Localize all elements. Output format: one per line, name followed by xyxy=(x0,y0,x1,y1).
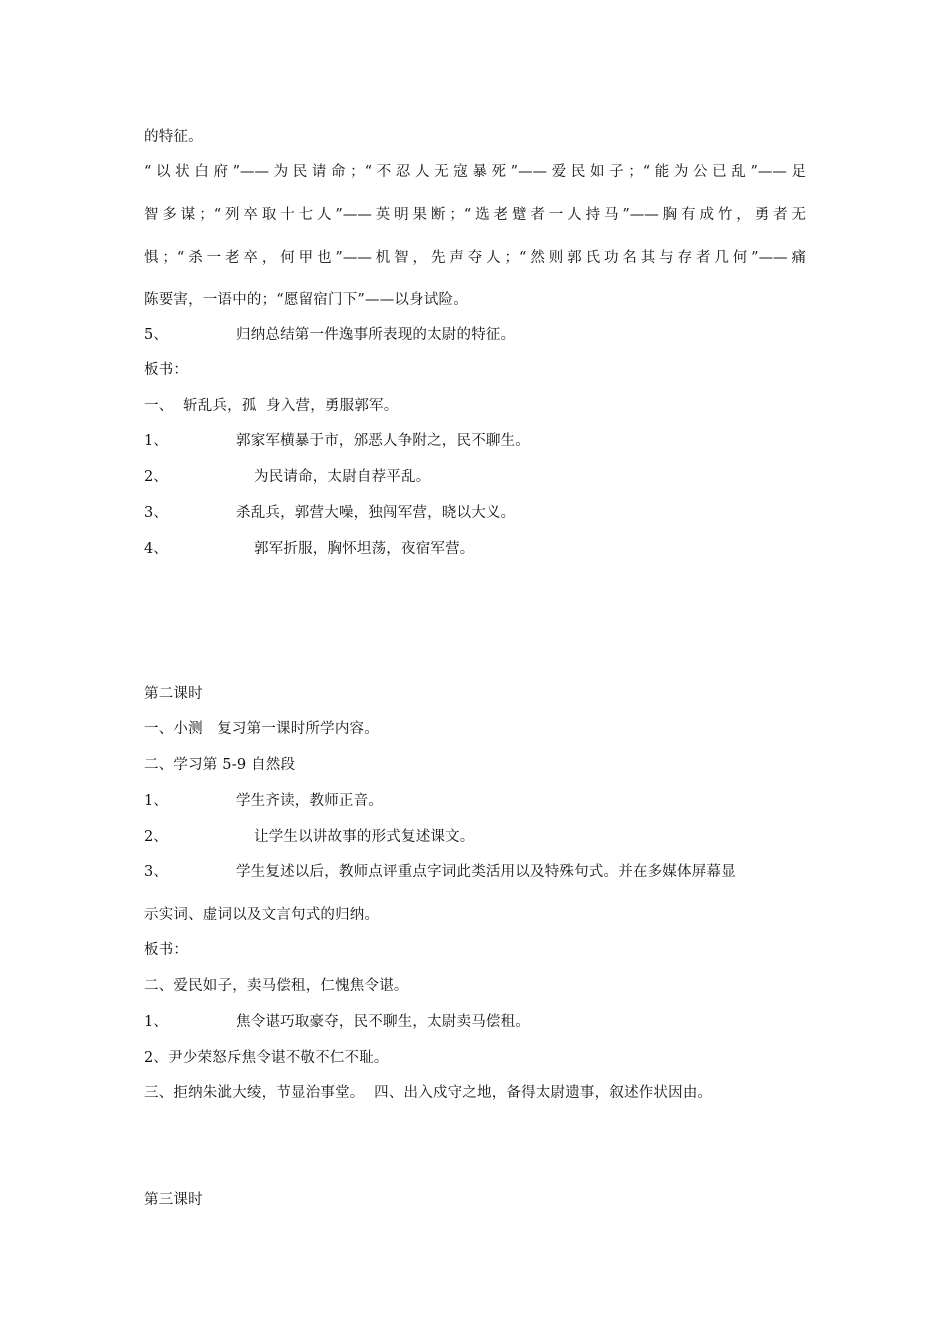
step-number: 3、 xyxy=(144,864,169,880)
analysis-line-3: 惧；“杀一老卒，何甲也”——机智，先声夺人；“然则郭氏功名其与存者几何”——痛 xyxy=(144,250,806,266)
board-item-number: 2、 xyxy=(144,469,169,485)
paragraph-tail: 的特征。 xyxy=(144,129,203,145)
step-text: 学生复述以后，教师点评重点字词此类活用以及特殊句式。并在多媒体屏幕显 xyxy=(236,864,736,880)
board-heading-1: 一、 斩乱兵，孤 身入营，勇服郭军。 xyxy=(144,398,399,414)
step-number: 2、 xyxy=(144,829,169,845)
board-label-1: 板书： xyxy=(144,362,189,378)
board-item-text: 杀乱兵，郭营大噪，独闯军营，晓以大义。 xyxy=(236,505,516,521)
board-item-1 xyxy=(144,431,530,451)
board-item-text: 郭家军横暴于市，邠恶人争附之，民不聊生。 xyxy=(236,433,530,449)
board-2-item-2: 2、尹少荣怒斥焦令谌不敬不仁不耻。 xyxy=(144,1050,389,1066)
board-item-number: 1、 xyxy=(144,1014,169,1030)
board-2-item-3: 三、拒纳朱泚大绫，节显治事堂。 四、出入戍守之地，备得太尉遗事，叙述作状因由。 xyxy=(144,1085,713,1101)
board-item-number: 4、 xyxy=(144,541,169,557)
board-item-text: 为民请命，太尉自荐平乱。 xyxy=(254,469,431,485)
board-item-4 xyxy=(144,539,475,559)
item-5-text: 归纳总结第一件逸事所表现的太尉的特征。 xyxy=(236,327,516,343)
step-1 xyxy=(144,791,383,811)
board-item-text: 郭军折服，胸怀坦荡，夜宿军营。 xyxy=(254,541,475,557)
analysis-line-2: 智多谋；“列卒取十七人”——英明果断；“选老躄者一人持马”——胸有成竹，勇者无 xyxy=(144,207,806,223)
board-item-2 xyxy=(144,467,430,487)
step-2 xyxy=(144,827,475,847)
board-item-number: 1、 xyxy=(144,433,169,449)
board-item-text: 焦令谌巧取豪夺，民不聊生，太尉卖马偿租。 xyxy=(236,1014,530,1030)
step-3-continued: 示实词、虚词以及文言句式的归纳。 xyxy=(144,907,380,923)
step-number: 1、 xyxy=(144,793,169,809)
board-item-number: 3、 xyxy=(144,505,169,521)
study-line: 二、学习第 5-9 自然段 xyxy=(144,757,296,773)
quiz-line: 一、小测 复习第一课时所学内容。 xyxy=(144,721,379,737)
step-text: 学生齐读，教师正音。 xyxy=(236,793,383,809)
step-text: 让学生以讲故事的形式复述课文。 xyxy=(254,829,475,845)
analysis-line-1: “以状白府”——为民请命；“不忍人无寇暴死”——爱民如子；“能为公已乱”——足 xyxy=(144,164,806,180)
section-2-title: 第二课时 xyxy=(144,686,203,702)
item-5-number: 5、 xyxy=(144,327,169,343)
board-heading-2: 二、爱民如子，卖马偿租，仁愧焦令谌。 xyxy=(144,978,409,994)
section-3-title: 第三课时 xyxy=(144,1192,203,1208)
step-3 xyxy=(144,862,736,882)
board-item-3 xyxy=(144,503,515,523)
board-label-2: 板书： xyxy=(144,942,189,958)
board-2-item-1 xyxy=(144,1012,530,1032)
item-5 xyxy=(144,325,515,345)
analysis-line-4: 陈要害，一语中的；“愿留宿门下”——以身试险。 xyxy=(144,292,468,308)
